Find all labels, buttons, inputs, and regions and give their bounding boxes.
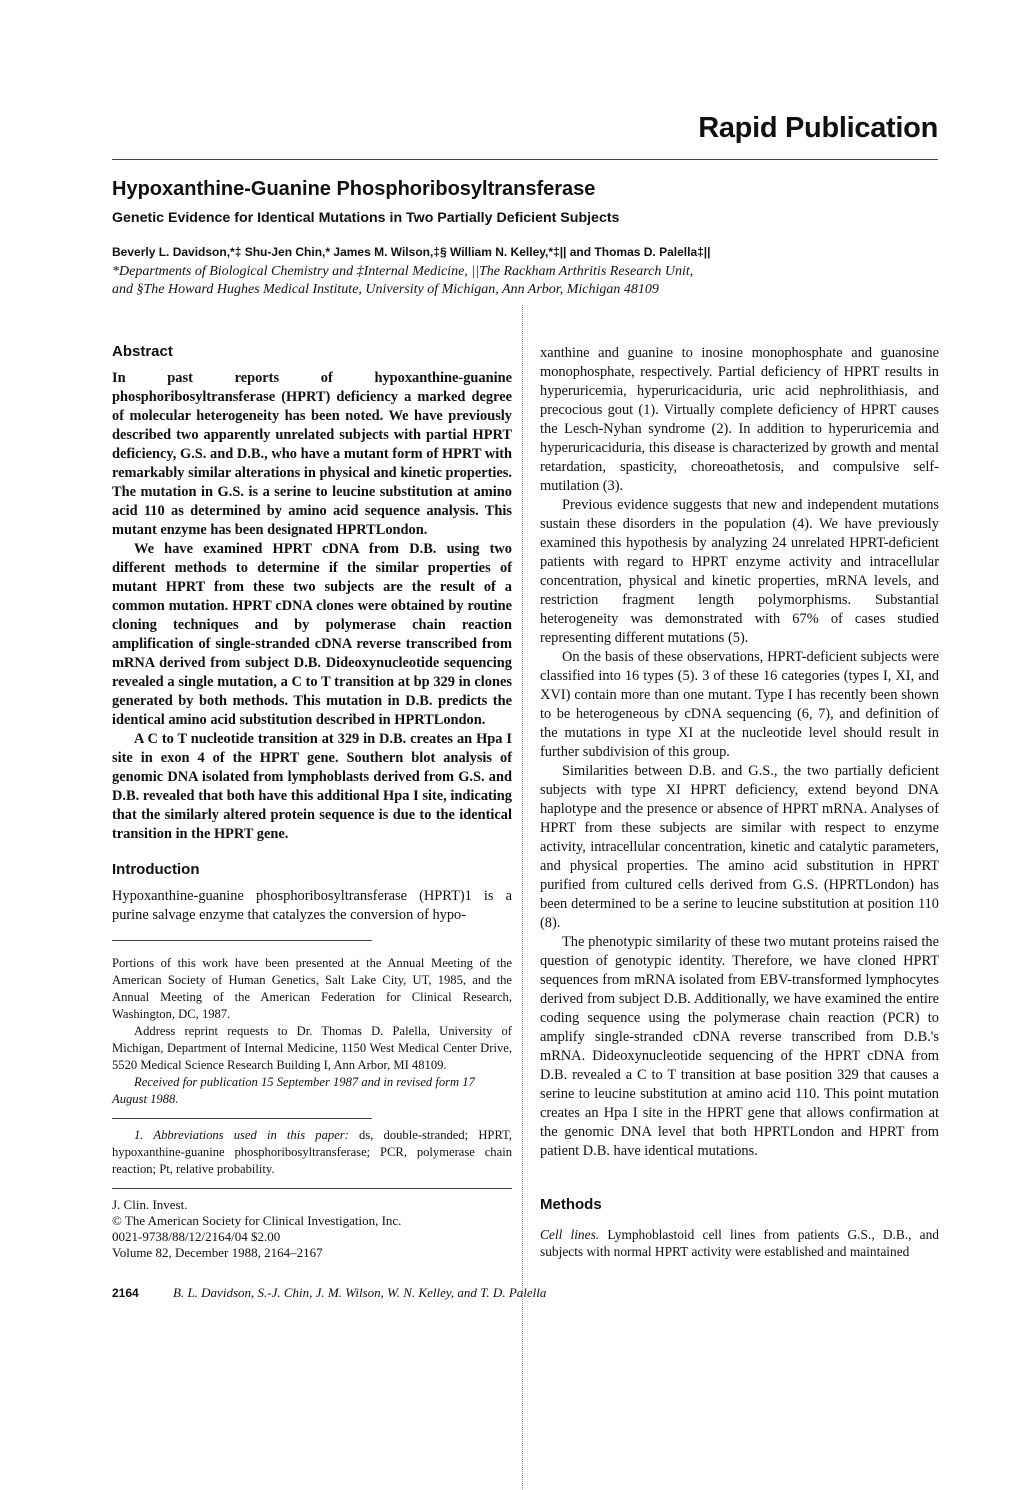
column-divider — [522, 305, 523, 1490]
footnote-rule — [112, 1118, 372, 1119]
right-column — [540, 344, 939, 1161]
methods-subheading: Cell lines. — [540, 1227, 600, 1242]
journal-rule — [112, 1188, 512, 1189]
abstract-heading: Abstract — [112, 343, 173, 360]
section-banner: Rapid Publication — [698, 112, 938, 144]
abbreviations-text: ds, double-stranded; HPRT, hypoxanthine-guanine phosphoribosyltransferase; PCR, polymerase chain reaction; Pt, relative probability. — [112, 1128, 512, 1176]
body-paragraph: The phenotypic similarity of these two mutant proteins raised the question of genotypic identity. Therefore, we have cloned HPRT sequences from mRNA isolated from EBV-transformed lymphocytes derived from subject D.B. Additionally, we have examined the entire coding sequence using the polymerase chain reaction (PCR) to amplify single-stranded cDNA reverse transcribed from D.B.'s mRNA. Dideoxynucleotide sequencing of the HPRT cDNA from D.B. revealed a C to T transition at base position 329 that causes a serine to leucine substitution at amino acid 110. This point mutation creates an Hpa I site in the HPRT gene that allows confirmation at the genomic DNA level that both HPRTLondon and HPRT from patient D.B. have identical mutations. — [540, 934, 939, 1159]
affiliation-line: and §The Howard Hughes Medical Institute, University of Michigan, Ann Arbor, Michigan 48109 — [112, 282, 659, 297]
footnotes — [112, 940, 512, 1178]
abstract-paragraph: In past reports of hypoxanthine-guanine phosphoribosyltransferase (HPRT) deficiency a marked degree of molecular heterogeneity has been noted. We have previously described two apparently unrelated subjects with partial HPRT deficiency, G.S. and D.B., who have a mutant form of HPRT with remarkably similar alterations in physical and kinetic properties. The mutation in G.S. is a serine to leucine substitution at amino acid 110 as determined by amino acid sequence analysis. This mutant enzyme has been designated HPRTLondon. — [112, 370, 512, 538]
affiliation-line: *Departments of Biological Chemistry and ‡Internal Medicine, ||The Rackham Arthritis Research Unit, — [112, 264, 694, 279]
footnote-abbreviations — [112, 1127, 512, 1178]
body-paragraph: Similarities between D.B. and G.S., the two partially deficient subjects with type XI HPRT deficiency, extend beyond DNA haplotype and the presence or absence of HPRT mRNA. Analyses of HPRT from these subjects are similar with respect to enzyme activity, intracellular concentration, kinetic and catalytic parameters, and physical properties. The amino acid substitution in HPRT purified from cultured cells derived from G.S. (HPRTLondon) has been determined to be a serine to leucine substitution at position 110 (8). — [540, 763, 939, 931]
journal-line: © The American Society for Clinical Investigation, Inc. — [112, 1213, 402, 1228]
abbreviations-label: 1. Abbreviations used in this paper: — [134, 1128, 349, 1142]
introduction-heading: Introduction — [112, 861, 200, 878]
left-column — [112, 342, 512, 925]
footnote-rule — [112, 940, 372, 941]
author-list: Beverly L. Davidson,*‡ Shu-Jen Chin,* James M. Wilson,‡§ William N. Kelley,*‡|| and Thomas D. Palella‡|| — [112, 245, 711, 259]
article-title: Hypoxanthine-Guanine Phosphoribosyltransferase — [112, 178, 596, 200]
journal-line: Volume 82, December 1988, 2164–2167 — [112, 1245, 323, 1260]
methods-text: Lymphoblastoid cell lines from patients G.S., D.B., and subjects with normal HPRT activity were established and maintained — [540, 1227, 939, 1259]
body-paragraph: On the basis of these observations, HPRT-deficient subjects were classified into 16 types (5). 3 of these 16 categories (types I, XI, and XVI) contain more than one mutant. Type I has recently been shown to be heterogeneous by cDNA sequencing (6, 7), and definition of the mutations in type XI at the nucleotide level should result in further subdivision of this group. — [540, 649, 939, 760]
affiliations — [112, 263, 872, 299]
abstract-paragraph: We have examined HPRT cDNA from D.B. using two different methods to determine if the similar properties of mutant HPRT from these two subjects are the result of a common mutation. HPRT cDNA clones were obtained by routine cloning techniques and by polymerase chain reaction amplification of single-stranded cDNA reverse transcribed from mRNA derived from subject D.B. Dideoxynucleotide sequencing revealed a single mutation, a C to T transition at bp 329 in clones generated by both methods. This mutation in D.B. predicts the identical amino acid substitution described in HPRTLondon. — [112, 541, 512, 728]
article-subtitle: Genetic Evidence for Identical Mutations in Two Partially Deficient Subjects — [112, 210, 620, 226]
body-paragraph: Previous evidence suggests that new and independent mutations sustain these disorders in the population (4). We have previously examined this hypothesis by analyzing 24 unrelated HPRT-deficient patients with regard to HPRT enzyme activity and intracellular concentration, physical and kinetic properties, mRNA levels, and restriction fragment length polymorphisms. Substantial heterogeneity was demonstrated with 67% of cases studied representing different mutations (5). — [540, 497, 939, 646]
footnote-meeting: Portions of this work have been presented at the Annual Meeting of the American Society of Human Genetics, Salt Lake City, UT, 1985, and the Annual Meeting of the American Federation for Clinical Research, Washington, DC, 1987. — [112, 956, 512, 1021]
footnote-reprint: Address reprint requests to Dr. Thomas D. Palella, University of Michigan, Department of Internal Medicine, 1150 West Medical Center Drive, 5520 Medical Science Research Building I, Ann Arbor, MI 48109. — [112, 1024, 512, 1072]
header-rule — [112, 159, 938, 160]
running-footer: B. L. Davidson, S.-J. Chin, J. M. Wilson, W. N. Kelley, and T. D. Palella — [173, 1285, 547, 1300]
page-number: 2164 — [112, 1286, 139, 1300]
methods-heading: Methods — [540, 1196, 602, 1213]
journal-line: J. Clin. Invest. — [112, 1197, 188, 1212]
introduction-paragraph: Hypoxanthine-guanine phosphoribosyltransferase (HPRT)1 is a purine salvage enzyme that catalyzes the conversion of hypo- — [112, 888, 512, 923]
abstract-paragraph: A C to T nucleotide transition at 329 in D.B. creates an Hpa I site in exon 4 of the HPRT gene. Southern blot analysis of genomic DNA isolated from lymphoblasts derived from G.S. and D.B. revealed that both have this additional Hpa I site, indicating that the similarly altered protein sequence is due to the identical transition in the HPRT gene. — [112, 731, 512, 842]
methods-paragraph — [540, 1226, 939, 1260]
journal-line: 0021-9738/88/12/2164/04 $2.00 — [112, 1229, 281, 1244]
footnote-received: Received for publication 15 September 1987 and in revised form 17 August 1988. — [112, 1075, 475, 1106]
body-paragraph: xanthine and guanine to inosine monophosphate and guanosine monophosphate, respectively. Partial deficiency of HPRT results in hyperuricemia, hyperuricaciduria, uric acid nephrolithiasis, and precocious gout (1). Virtually complete deficiency of HPRT causes the Lesch-Nyhan syndrome (2). In addition to hyperuricemia and hyperuricaciduria, this disease is characterized by growth and mental retardation, spasticity, choreoathetosis, and compulsive self-mutilation (3). — [540, 345, 939, 494]
journal-info — [112, 1196, 512, 1261]
abstract-body — [112, 369, 512, 844]
